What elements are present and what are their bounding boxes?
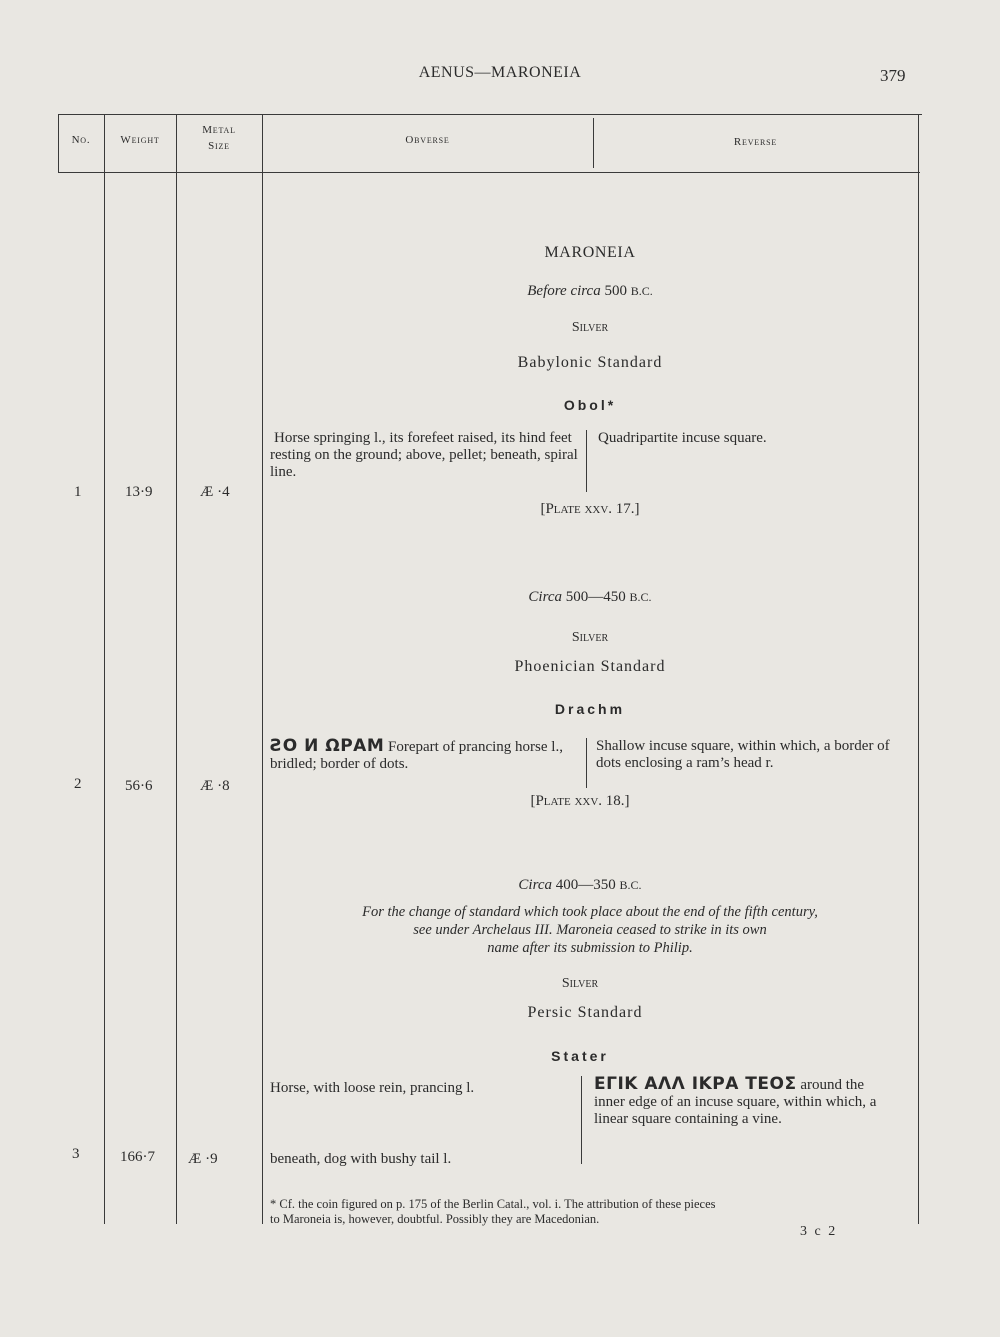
- standard-note-line-1: For the change of standard which took place about the end of the fifth century,: [362, 904, 818, 920]
- standard-heading-1: Babylonic Standard: [517, 354, 663, 371]
- period-heading-3: Circa 400—350 B.C.: [518, 877, 642, 893]
- period-heading-1: Before circa 500 B.C.: [527, 283, 653, 299]
- header-weight: Weight: [120, 134, 160, 146]
- plate-reference-1: [Plate xxv. 17.]: [540, 501, 640, 517]
- obverse-reverse-divider-3: [581, 1076, 582, 1164]
- city-title: MARONEIA: [544, 244, 636, 261]
- coin-obverse-2: ƧO И ΩΡΑΜ Forepart of prancing horse l., bridled; border of dots.: [270, 736, 563, 772]
- coin-reverse-3: EΓIK ΑΛΛ IKΡΑ ΤΕΟΣ around the inner edge of an incuse square, within which, a linear square containing a vine.: [594, 1074, 877, 1127]
- coin-metal-size-3: Æ ·9: [188, 1151, 218, 1167]
- obverse-reverse-divider-1: [586, 430, 587, 492]
- denomination-heading-1: Obol*: [563, 397, 617, 413]
- denomination-heading-3: Stater: [551, 1048, 609, 1064]
- reverse-legend-3: EΓIK ΑΛΛ IKΡΑ ΤΕΟΣ: [594, 1074, 797, 1094]
- metal-heading-2: Silver: [571, 630, 609, 645]
- footnote-line-2: to Maroneia is, however, doubtful. Possibly they are Macedonian.: [270, 1212, 600, 1226]
- coin-obverse-3-line-1: Horse, with loose rein, prancing l.: [270, 1080, 475, 1096]
- coin-number-2: 2: [74, 776, 82, 792]
- period-heading-2: Circa 500—450 B.C.: [528, 589, 652, 605]
- header-size: Size: [208, 140, 230, 152]
- coin-weight-1: 13·9: [125, 484, 153, 500]
- signature-mark: 3 c 2: [800, 1224, 838, 1239]
- standard-heading-3: Persic Standard: [527, 1004, 643, 1021]
- coin-weight-3: 166·7: [120, 1149, 155, 1165]
- standard-note-line-2: see under Archelaus III. Maroneia ceased to strike in its own: [413, 922, 767, 938]
- plate-reference-2: [Plate xxv. 18.]: [530, 793, 630, 809]
- coin-weight-2: 56·6: [125, 778, 153, 794]
- obverse-reverse-divider-2: [586, 738, 587, 788]
- header-obverse: Obverse: [405, 134, 450, 146]
- header-reverse: Reverse: [733, 136, 778, 148]
- standard-note-line-3: name after its submission to Philip.: [487, 940, 693, 956]
- page-number: 379: [880, 66, 906, 85]
- coin-reverse-2: Shallow incuse square, within which, a border of dots enclosing a ram’s head r.: [596, 738, 890, 771]
- coin-metal-size-2: Æ ·8: [200, 778, 230, 794]
- header-no: No.: [71, 134, 91, 146]
- coin-reverse-1: Quadripartite incuse square.: [598, 430, 767, 446]
- standard-heading-2: Phoenician Standard: [514, 658, 666, 675]
- metal-heading-3: Silver: [561, 976, 599, 991]
- coin-obverse-1: Horse springing l., its forefeet raised, its hind feet resting on the ground; above, pellet; beneath, spiral line.: [270, 430, 578, 480]
- metal-heading-1: Silver: [571, 320, 609, 335]
- coin-number-3: 3: [72, 1146, 80, 1162]
- denomination-heading-2: Drachm: [554, 701, 626, 717]
- running-head: AENUS—MARONEIA: [418, 64, 582, 81]
- coin-obverse-3-line-2: beneath, dog with bushy tail l.: [270, 1151, 452, 1167]
- coin-number-1: 1: [74, 484, 82, 500]
- footnote-line-1: * Cf. the coin figured on p. 175 of the Berlin Catal., vol. i. The attribution of these pieces: [270, 1197, 716, 1211]
- header-metal: Metal: [202, 124, 236, 136]
- coin-metal-size-1: Æ ·4: [200, 484, 230, 500]
- obverse-legend-2: ƧO И ΩΡΑΜ: [270, 736, 385, 756]
